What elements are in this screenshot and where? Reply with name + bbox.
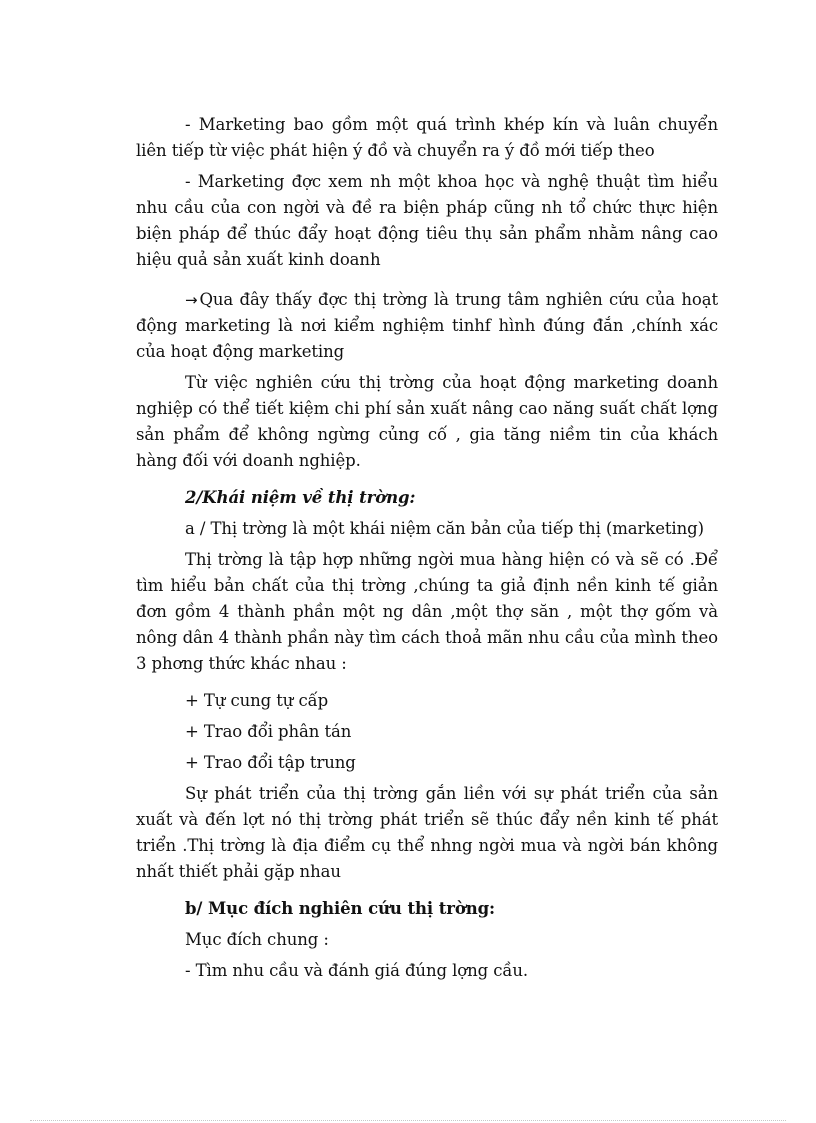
section-heading-market-concept: 2/Khái niệm về thị trờng: — [185, 488, 416, 507]
section-heading-research-purpose: b/ Mục đích nghiên cứu thị trờng: — [185, 899, 496, 918]
paragraph-market-research: Từ việc nghiên cứu thị trờng của hoạt động marketing doanh nghiệp có thể tiết kiệm chi phí sản xuất nâng cao năng suất chất lợng sản phẩm để không ngừng củng cố , gia tăng niềm tin của khách hàng đối với doanh nghiệp. — [136, 373, 718, 470]
paragraph-market-definition: Thị trờng là tập hợp những ngời mua hàng hiện có và sẽ có .Để tìm hiểu bản chất của thị trờng ,chúng ta giả định nền kinh tế giản đơn gồm 4 thành phần một ng dân ,một thợ săn , một thợ gốm và nông dân 4 thành phần này tìm cách thoả mãn nhu cầu của mình theo 3 phơng thức khác nhau : — [136, 550, 718, 673]
paragraph-marketing-science: - Marketing đợc xem nh một khoa học và nghệ thuật tìm hiểu nhu cầu của con ngời và đề ra biện pháp cũng nh tổ chức thực hiện biện pháp để thúc đẩy hoạt động tiêu thụ sản phẩm nhằm nâng cao hiệu quả sản xuất kinh doanh — [136, 172, 718, 269]
right-arrow-icon: → — [185, 291, 198, 309]
paragraph-conclusion — [136, 287, 718, 365]
paragraph-marketing-process: - Marketing bao gồm một quá trình khép kín và luân chuyển liên tiếp từ việc phát hiện ý đồ và chuyển ra ý đồ mới tiếp theo — [136, 115, 718, 160]
paragraph-market-development: Sự phát triển của thị trờng gắn liền với sự phát triển của sản xuất và đến lợt nó thị trờng phát triển sẽ thúc đẩy nền kinh tế phát triển .Thị trờng là địa điểm cụ thể nhng ngời mua và ngời bán không nhất thiết phải gặp nhau — [136, 784, 718, 881]
list-item-find-demand: - Tìm nhu cầu và đánh giá đúng lợng cầu. — [185, 961, 529, 980]
subheading-market-definition: a / Thị trờng là một khái niệm căn bản của tiếp thị (marketing) — [185, 519, 704, 538]
paragraph-conclusion-text: Qua đây thấy đợc thị trờng là trung tâm nghiên cứu của hoạt động marketing là nơi kiểm nghiệm tinhf hình đúng đắn ,chính xác của hoạt động marketing — [136, 290, 718, 361]
page-bottom-divider — [30, 1120, 786, 1121]
list-item-scattered-exchange: + Trao đổi phân tán — [185, 722, 352, 741]
list-item-self-sufficient: + Tự cung tự cấp — [185, 691, 329, 710]
list-item-central-exchange: + Trao đổi tập trung — [185, 753, 356, 772]
paragraph-general-purpose: Mục đích chung : — [185, 930, 329, 949]
document-page — [136, 112, 718, 984]
